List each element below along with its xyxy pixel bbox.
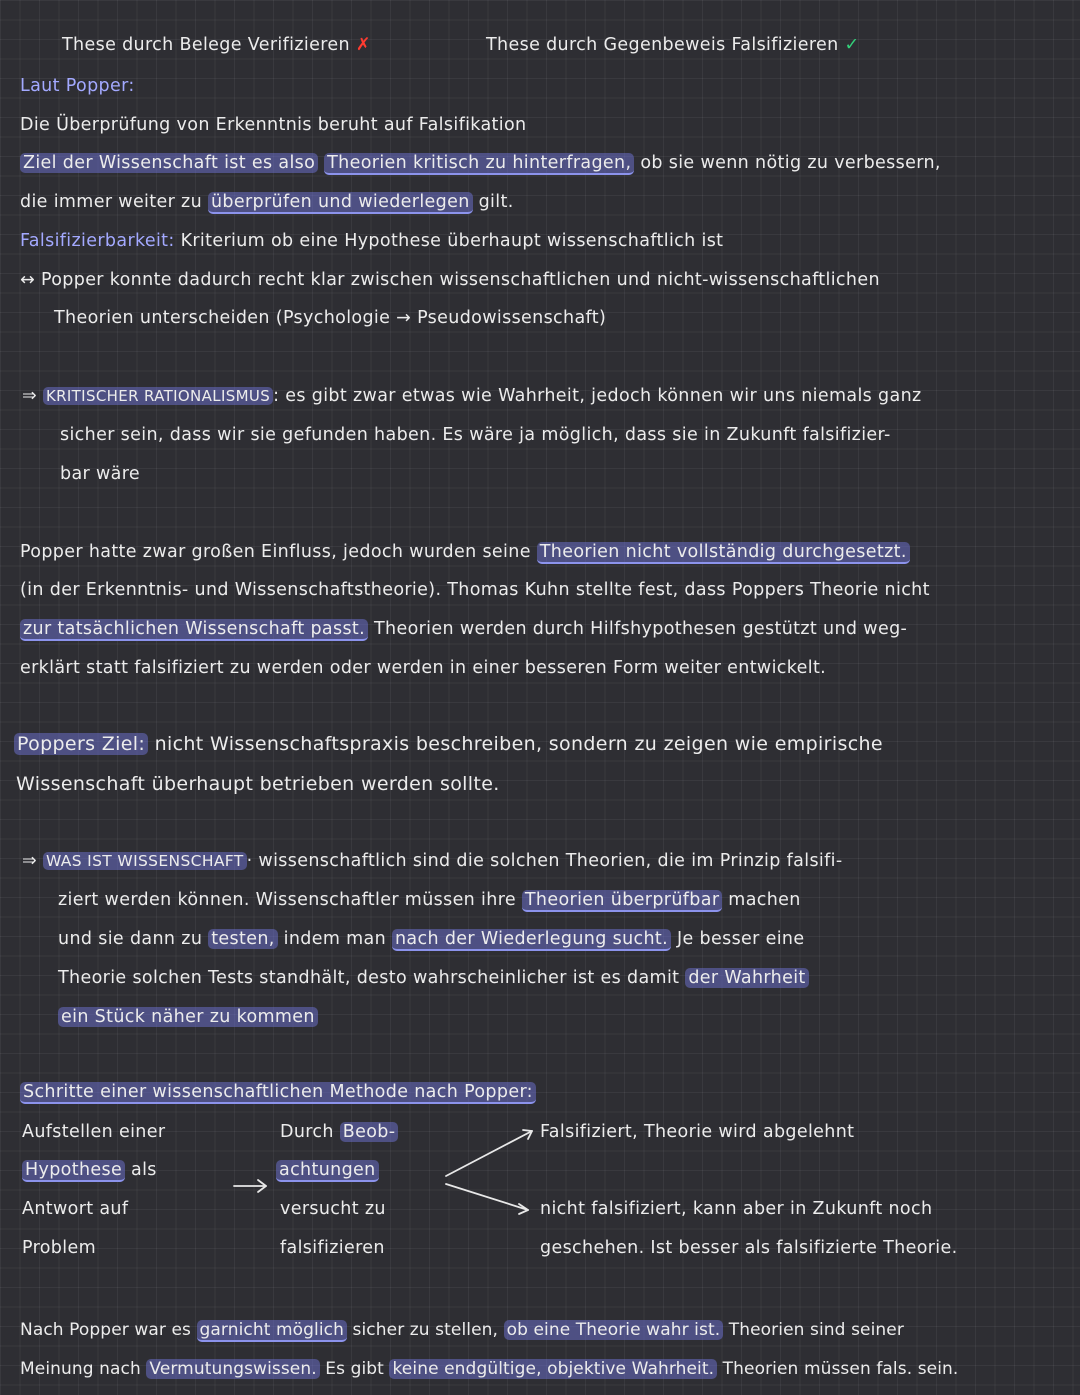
highlight-vermutungswissen: Vermutungswissen. bbox=[146, 1359, 319, 1379]
cross-icon: ✗ bbox=[355, 35, 371, 55]
ziel-line-2: Wissenschaft überhaupt betrieben werden sollte. bbox=[16, 773, 500, 795]
popper-heading: Laut Popper: bbox=[20, 76, 135, 96]
implies-arrow-icon: ⇒ bbox=[22, 386, 38, 406]
kritischer-term: KRITISCHER RATIONALISMUS bbox=[43, 387, 273, 405]
wissenschaft-line-3-mid: indem man bbox=[283, 929, 387, 949]
fazit-line-1 bbox=[20, 1318, 904, 1342]
popper-line-3-start: die immer weiter zu bbox=[20, 192, 203, 212]
result-nicht-falsifiziert-2: geschehen. Ist besser als falsifizierte Theorie. bbox=[540, 1238, 958, 1258]
wissenschaft-line-3-start: und sie dann zu bbox=[58, 929, 203, 949]
kuhn-line-3-rest: Theorien werden durch Hilfshypothesen gestützt und weg- bbox=[373, 619, 908, 639]
wissenschaft-line-2-end: machen bbox=[728, 890, 801, 910]
ziel-label: Poppers Ziel: bbox=[14, 733, 148, 755]
step2-line-3: versucht zu bbox=[280, 1199, 386, 1219]
kritischer-line-3: bar wäre bbox=[60, 464, 141, 484]
step2-durch: Durch bbox=[280, 1122, 334, 1142]
header-right-text: These durch Gegenbeweis Falsifizieren bbox=[486, 35, 839, 55]
arrow-to-step2-icon bbox=[234, 1180, 266, 1192]
result-falsifiziert: Falsifiziert, Theorie wird abgelehnt bbox=[540, 1122, 855, 1142]
kuhn-line-4: erklärt statt falsifiziert zu werden oder werden in einer besseren Form weiter entwickelt. bbox=[20, 658, 827, 678]
highlight-keine-wahrheit: keine endgültige, objektive Wahrheit. bbox=[389, 1359, 717, 1379]
highlight-testen: testen, bbox=[208, 929, 277, 949]
popper-line-2-rest: ob sie wenn nötig zu verbessern, bbox=[640, 153, 941, 173]
fazit-line-2 bbox=[20, 1357, 958, 1381]
popper-line-6: Theorien unterscheiden (Psychologie → Pseudowissenschaft) bbox=[54, 308, 607, 328]
check-icon: ✓ bbox=[844, 35, 860, 55]
popper-line-5-text: Popper konnte dadurch recht klar zwischen wissenschaftlichen und nicht-wissenschaftlichen bbox=[40, 270, 880, 290]
header-left-text: These durch Belege Verifizieren bbox=[62, 35, 350, 55]
highlight-wahrheit: der Wahrheit bbox=[685, 968, 808, 988]
popper-line-1: Die Überprüfung von Erkenntnis beruht auf Falsifikation bbox=[20, 115, 527, 135]
highlight-ueberpruefbar: Theorien überprüfbar bbox=[522, 890, 722, 912]
result-nicht-falsifiziert-1: nicht falsifiziert, kann aber in Zukunft noch bbox=[540, 1199, 933, 1219]
wissenschaft-line-1-text: · wissenschaftlich sind die solchen Theorien, die im Prinzip falsifi- bbox=[246, 851, 843, 871]
fazit-line-2-mid: Es gibt bbox=[325, 1359, 384, 1379]
wissenschaft-term: WAS IST WISSENSCHAFT bbox=[43, 852, 247, 870]
step1-line-1: Aufstellen einer bbox=[22, 1122, 166, 1142]
highlight-garnicht-moeglich: garnicht möglich bbox=[197, 1320, 348, 1342]
highlight-achtungen: achtungen bbox=[276, 1160, 379, 1182]
kritischer-line-1-text: : es gibt zwar etwas wie Wahrheit, jedoch können wir uns niemals ganz bbox=[273, 386, 922, 406]
implies-arrow-icon-2: ⇒ bbox=[22, 851, 38, 871]
falsifizierbarkeit-definition: Kriterium ob eine Hypothese überhaupt wissenschaftlich ist bbox=[180, 231, 724, 251]
highlight-naeher-kommen: ein Stück näher zu kommen bbox=[58, 1007, 318, 1027]
schritte-heading-text: Schritte einer wissenschaftlichen Methode nach Popper: bbox=[20, 1082, 536, 1104]
highlight-theorie-wahr: ob eine Theorie wahr ist. bbox=[504, 1320, 724, 1340]
highlight-wiederlegung: nach der Wiederlegung sucht. bbox=[392, 929, 671, 951]
fazit-line-2-end: Theorien müssen fals. sein. bbox=[722, 1359, 959, 1379]
kuhn-line-1-start: Popper hatte zwar großen Einfluss, jedoch wurden seine bbox=[20, 542, 531, 562]
double-arrow-icon: ↔ bbox=[20, 270, 36, 290]
highlight-hypothese: Hypothese bbox=[22, 1160, 125, 1182]
highlight-hinterfragen: Theorien kritisch zu hinterfragen, bbox=[324, 153, 634, 175]
kuhn-line-2: (in der Erkenntnis- und Wissenschaftstheorie). Thomas Kuhn stellte fest, dass Poppers Theorie nicht bbox=[20, 580, 930, 600]
branch-arrows-icon bbox=[446, 1130, 532, 1214]
wissenschaft-line-2-start: ziert werden können. Wissenschaftler müssen ihre bbox=[58, 890, 516, 910]
highlight-beob: Beob- bbox=[340, 1122, 399, 1142]
fazit-line-1-mid: sicher zu stellen, bbox=[352, 1320, 499, 1340]
wissenschaft-line-4-start: Theorie solchen Tests standhält, desto wahrscheinlicher ist es damit bbox=[58, 968, 680, 988]
step2-line-4: falsifizieren bbox=[280, 1238, 385, 1258]
kritischer-line-2: sicher sein, dass wir sie gefunden haben. Es wäre ja möglich, dass sie in Zukunft falsifizier- bbox=[60, 425, 891, 445]
ziel-line-1-text: nicht Wissenschaftspraxis beschreiben, sondern zu zeigen wie empirische bbox=[154, 733, 883, 755]
highlight-ziel: Ziel der Wissenschaft ist es also bbox=[20, 153, 318, 173]
highlight-tatsaechliche-wissenschaft: zur tatsächlichen Wissenschaft passt. bbox=[20, 619, 368, 641]
step1-line-4: Problem bbox=[22, 1238, 96, 1258]
step1-line-3: Antwort auf bbox=[22, 1199, 129, 1219]
fazit-line-1-end: Theorien sind seiner bbox=[728, 1320, 904, 1340]
popper-line-3-end: gilt. bbox=[478, 192, 514, 212]
fazit-line-1-start: Nach Popper war es bbox=[20, 1320, 191, 1340]
falsifizierbarkeit-label: Falsifizierbarkeit: bbox=[20, 231, 175, 251]
fazit-line-2-start: Meinung nach bbox=[20, 1359, 141, 1379]
highlight-ueberpruefen: überprüfen und wiederlegen bbox=[208, 192, 473, 214]
wissenschaft-line-3-end: Je besser eine bbox=[676, 929, 805, 949]
highlight-nicht-durchgesetzt: Theorien nicht vollständig durchgesetzt. bbox=[537, 542, 910, 564]
step1-als: als bbox=[131, 1160, 157, 1180]
